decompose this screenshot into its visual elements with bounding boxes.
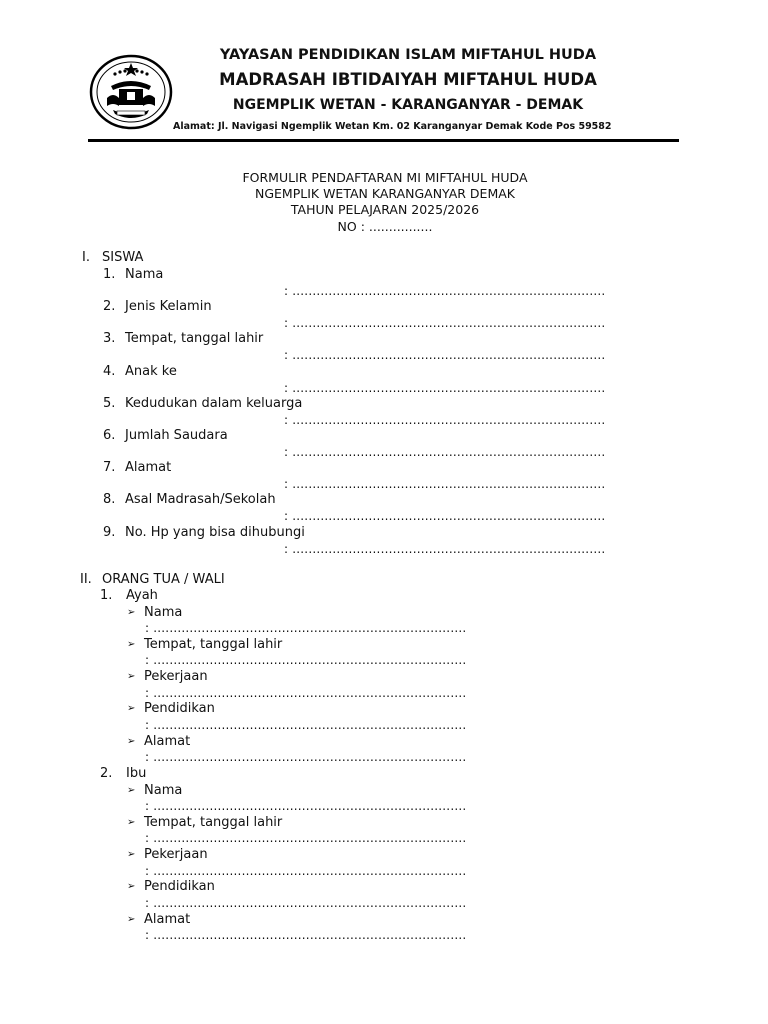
field-label: Pendidikan: [144, 701, 215, 717]
fill-in-line[interactable]: : ..............................................................................: [284, 412, 606, 427]
fill-in-line[interactable]: : ..............................................................................: [284, 445, 606, 459]
item-number: 8.: [103, 492, 116, 508]
field-label: Alamat: [125, 460, 172, 476]
section-numeral: I.: [82, 250, 90, 265]
fill-in-line[interactable]: : ..............................................................................: [284, 284, 606, 298]
field-label: Tempat, tanggal lahir: [125, 331, 264, 347]
fill-in-line[interactable]: : ..............................................................................: [145, 928, 467, 943]
fill-in-line[interactable]: : ..............................................................................: [145, 685, 467, 700]
field-label: Anak ke: [125, 363, 177, 379]
bullet-arrow-icon: ➢: [127, 735, 136, 747]
parent-label: Ibu: [126, 766, 147, 781]
bullet-arrow-icon: ➢: [127, 606, 136, 618]
field-label: Nama: [144, 604, 183, 620]
field-label: Nama: [144, 782, 183, 798]
letterhead-divider: [88, 139, 679, 142]
field-label: Asal Madrasah/Sekolah: [125, 492, 276, 508]
academic-year: TAHUN PELAJARAN 2025/2026: [290, 202, 480, 217]
fill-in-line[interactable]: : ..............................................................................: [145, 895, 467, 910]
bullet-arrow-icon: ➢: [127, 703, 136, 715]
item-number: 7.: [103, 460, 116, 476]
field-label: Jumlah Saudara: [125, 428, 228, 443]
fill-in-line[interactable]: : ..............................................................................: [284, 348, 606, 363]
bullet-arrow-icon: ➢: [127, 849, 136, 861]
bullet-arrow-icon: ➢: [127, 881, 136, 893]
form-subtitle: NGEMPLIK WETAN KARANGANYAR DEMAK: [254, 186, 515, 201]
field-label: Alamat: [144, 733, 191, 749]
item-number: 4.: [103, 363, 116, 379]
bullet-arrow-icon: ➢: [127, 816, 136, 828]
field-label: Pekerjaan: [144, 669, 208, 685]
bullet-arrow-icon: ➢: [127, 913, 136, 925]
section-numeral: II.: [80, 572, 92, 587]
item-number: 5.: [103, 395, 116, 411]
school-address: Alamat: Jl. Navigasi Ngemplik Wetan Km. 02 Karanganyar Demak Kode Pos 59582: [173, 121, 612, 132]
fill-in-line[interactable]: : ..............................................................................: [145, 717, 467, 732]
school-emblem-icon: [89, 54, 173, 130]
form-number: NO : ................: [337, 219, 433, 234]
field-label: Pekerjaan: [144, 847, 208, 863]
item-number: 1.: [100, 588, 113, 603]
fill-in-line[interactable]: : ..............................................................................: [284, 541, 606, 556]
bullet-arrow-icon: ➢: [127, 638, 136, 650]
foundation-name: YAYASAN PENDIDIKAN ISLAM MIFTAHUL HUDA: [219, 47, 597, 63]
item-number: 2.: [100, 766, 113, 781]
field-label: Alamat: [144, 911, 191, 927]
fill-in-line[interactable]: : ..............................................................................: [284, 316, 606, 331]
item-number: 9.: [103, 524, 116, 540]
item-number: 6.: [103, 428, 116, 443]
item-number: 3.: [103, 331, 116, 347]
school-name: MADRASAH IBTIDAIYAH MIFTAHUL HUDA: [219, 70, 597, 89]
item-number: 2.: [103, 299, 116, 315]
field-label: Jenis Kelamin: [125, 299, 212, 315]
field-label: Nama: [125, 267, 164, 282]
field-label: Tempat, tanggal lahir: [144, 636, 283, 652]
field-label: Kedudukan dalam keluarga: [125, 395, 303, 411]
fill-in-line[interactable]: : ..............................................................................: [145, 831, 467, 846]
fill-in-line[interactable]: : ..............................................................................: [284, 380, 606, 395]
section-title: SISWA: [102, 250, 144, 265]
school-location: NGEMPLIK WETAN - KARANGANYAR - DEMAK: [232, 97, 584, 113]
fill-in-line[interactable]: : ..............................................................................: [284, 509, 606, 524]
fill-in-line[interactable]: : ..............................................................................: [145, 799, 467, 813]
form-title: FORMULIR PENDAFTARAN MI MIFTAHUL HUDA: [242, 170, 528, 185]
field-label: Tempat, tanggal lahir: [144, 814, 283, 830]
section-title: ORANG TUA / WALI: [102, 572, 225, 587]
fill-in-line[interactable]: : ..............................................................................: [145, 653, 467, 668]
bullet-arrow-icon: ➢: [127, 784, 136, 796]
fill-in-line[interactable]: : ..............................................................................: [145, 863, 467, 878]
bullet-arrow-icon: ➢: [127, 671, 136, 683]
item-number: 1.: [103, 267, 116, 282]
fill-in-line[interactable]: : ..............................................................................: [284, 477, 606, 492]
parent-label: Ayah: [126, 588, 158, 603]
fill-in-line[interactable]: : ..............................................................................: [145, 621, 467, 635]
field-label: Pendidikan: [144, 879, 215, 895]
field-label: No. Hp yang bisa dihubungi: [125, 524, 305, 540]
fill-in-line[interactable]: : ..............................................................................: [145, 750, 467, 765]
